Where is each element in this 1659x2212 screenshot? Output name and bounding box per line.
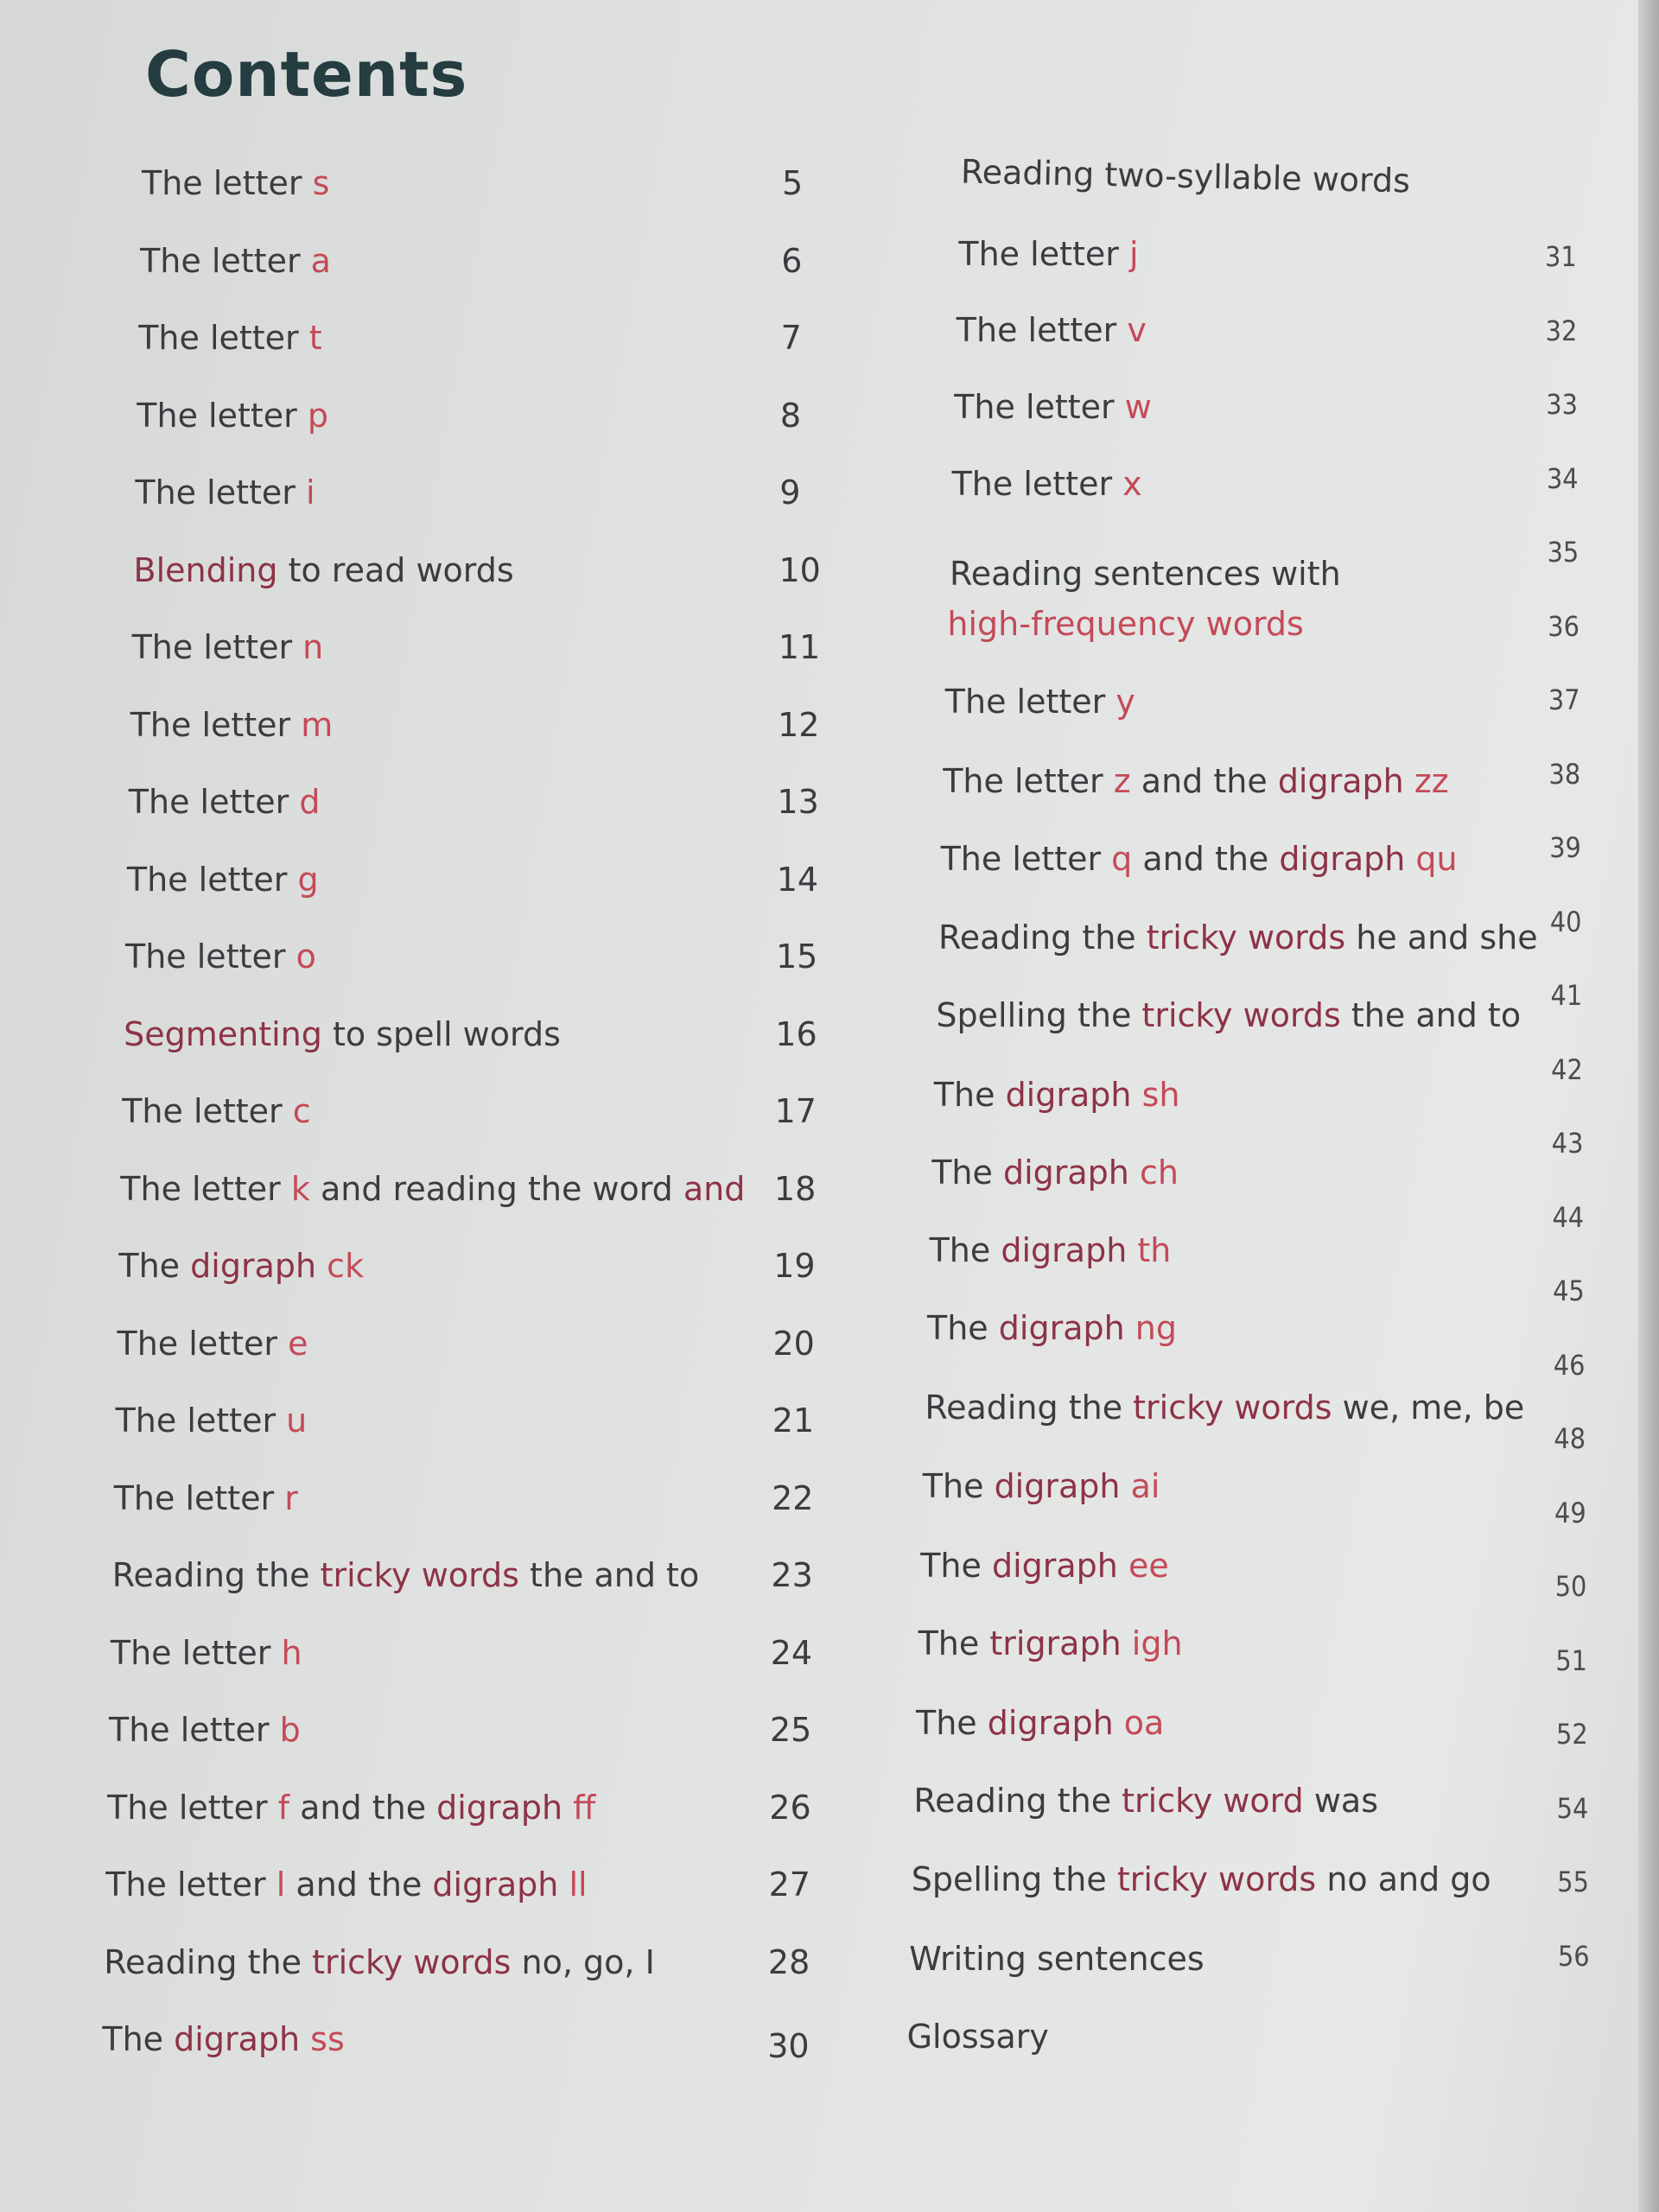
- entry-text: The letter: [958, 235, 1129, 273]
- entry-text: Reading sentences with: [950, 555, 1341, 593]
- entry-text: t: [308, 319, 322, 357]
- entry-text: The letter: [140, 241, 311, 280]
- entry-text: k: [290, 1169, 310, 1208]
- entry-text: o: [296, 938, 316, 976]
- toc-entry: [124, 1015, 561, 1053]
- entry-text: [1131, 1076, 1141, 1114]
- entry-text: u: [286, 1402, 308, 1440]
- toc-page-number: 16: [775, 1014, 817, 1053]
- entry-text: Reading the: [104, 1942, 313, 1981]
- entry-text: The: [102, 2020, 175, 2058]
- entry-text: Reading the: [925, 1389, 1134, 1427]
- entry-text: d: [299, 783, 321, 821]
- entry-text: and the: [1132, 840, 1280, 878]
- toc-page-number: 27: [768, 1866, 810, 1904]
- toc-page-number: 46: [1553, 1348, 1586, 1382]
- toc-page-number: 17: [774, 1092, 817, 1130]
- entry-text: The letter: [115, 1402, 287, 1440]
- toc-entry: [925, 1389, 1524, 1427]
- entry-text: The letter: [130, 705, 302, 744]
- entry-text: the and to: [1340, 996, 1522, 1034]
- toc-entry: [930, 1231, 1172, 1269]
- entry-text: The: [927, 1309, 999, 1347]
- entry-text: The letter: [113, 1478, 285, 1517]
- entry-text: digraph: [1001, 1231, 1128, 1269]
- toc-page-number: 55: [1557, 1866, 1589, 1898]
- entry-text: no, go, I: [511, 1942, 655, 1981]
- entry-text: [1118, 1547, 1128, 1585]
- toc-entry: [107, 1789, 595, 1827]
- page-title: Contents: [145, 38, 468, 111]
- entry-text: digraph: [190, 1247, 317, 1285]
- toc-entry: [934, 1076, 1180, 1114]
- toc-entry: [916, 1704, 1164, 1742]
- toc-entry: [931, 1154, 1179, 1192]
- entry-text: The letter: [135, 474, 306, 512]
- entry-text: The: [933, 1076, 1006, 1114]
- entry-text: high-frequency words: [947, 605, 1304, 643]
- entry-text: [563, 1789, 573, 1827]
- entry-text: the and to: [518, 1556, 700, 1594]
- toc-page-number: 13: [777, 783, 819, 821]
- entry-text: [558, 1866, 569, 1904]
- entry-text: tricky words: [1116, 1860, 1317, 1898]
- toc-entry: [111, 1634, 302, 1672]
- toc-page-number: 36: [1548, 609, 1580, 643]
- toc-page-number: 21: [772, 1402, 815, 1440]
- toc-entry: [941, 840, 1458, 878]
- toc-entry: [923, 1467, 1160, 1505]
- entry-text: The letter: [125, 938, 296, 976]
- toc-page-number: 49: [1554, 1496, 1586, 1529]
- toc-page-number: 35: [1547, 536, 1580, 569]
- entry-text: [1114, 1704, 1124, 1742]
- toc-page-number: 6: [781, 241, 803, 280]
- toc-page-number: 45: [1553, 1274, 1585, 1307]
- toc-page-number: 50: [1554, 1570, 1587, 1603]
- entry-text: ss: [310, 2020, 345, 2058]
- toc-page-number: 52: [1556, 1718, 1588, 1751]
- toc-page-number: 51: [1555, 1643, 1587, 1677]
- toc-page-number: 23: [771, 1556, 813, 1594]
- entry-text: The letter: [951, 465, 1123, 503]
- entry-text: sh: [1141, 1076, 1180, 1114]
- entry-text: The: [918, 1624, 990, 1662]
- toc-entry: [105, 1866, 587, 1904]
- entry-text: Glossary: [906, 2018, 1049, 2056]
- entry-text: and: [683, 1169, 746, 1208]
- entry-text: to read words: [277, 550, 514, 589]
- toc-entry: [122, 1092, 310, 1130]
- toc-page-number: 31: [1545, 240, 1577, 273]
- toc-entry: [961, 153, 1411, 200]
- toc-page-number: 42: [1551, 1052, 1583, 1086]
- entry-text: digraph: [1002, 1154, 1129, 1192]
- entry-text: to spell words: [321, 1014, 561, 1053]
- toc-entry: [957, 311, 1147, 349]
- entry-text: ff: [573, 1788, 596, 1827]
- toc-page-number: 28: [767, 1942, 810, 1981]
- entry-text: and the: [1130, 762, 1278, 800]
- toc-page-number: 38: [1548, 757, 1581, 791]
- toc-page-number: 19: [773, 1247, 816, 1285]
- entry-text: i: [305, 474, 315, 512]
- entry-text: The: [916, 1704, 988, 1742]
- toc-entry: [127, 861, 319, 899]
- entry-text: The: [920, 1547, 992, 1585]
- entry-text: b: [279, 1711, 301, 1749]
- entry-text: tricky word: [1122, 1782, 1304, 1820]
- toc-entry: [958, 235, 1138, 273]
- toc-page-number: 15: [776, 938, 818, 976]
- entry-text: Reading the: [913, 1782, 1122, 1820]
- toc-entry: [125, 938, 316, 976]
- entry-text: digraph: [174, 2020, 301, 2058]
- entry-text: l: [276, 1866, 286, 1904]
- toc-page-number: 26: [769, 1788, 811, 1827]
- entry-text: zz: [1403, 762, 1449, 800]
- entry-text: The letter: [131, 628, 303, 666]
- entry-text: w: [1124, 388, 1152, 426]
- entry-text: q: [1111, 840, 1133, 878]
- entry-text: f: [277, 1788, 290, 1827]
- entry-text: The letter: [142, 164, 313, 202]
- entry-text: he and she: [1345, 918, 1538, 957]
- toc-entry: [104, 1943, 654, 1981]
- toc-page-number: 12: [778, 705, 820, 744]
- entry-text: digraph: [1279, 840, 1406, 878]
- entry-text: digraph: [991, 1547, 1118, 1585]
- toc-page-number: 14: [776, 860, 819, 899]
- toc-page-number: 7: [780, 319, 802, 357]
- toc-entry: [118, 1325, 308, 1363]
- entry-text: n: [302, 628, 324, 666]
- entry-text: Writing sentences: [909, 1940, 1205, 1978]
- toc-entry: [954, 388, 1152, 426]
- toc-entry: [135, 474, 315, 512]
- entry-text: The letter: [940, 840, 1112, 878]
- toc-entry: [920, 1547, 1169, 1585]
- toc-page-number: 54: [1556, 1791, 1589, 1825]
- entry-text: digraph: [432, 1866, 559, 1904]
- toc-entry: [134, 551, 514, 589]
- entry-text: tricky words: [1146, 918, 1346, 957]
- entry-text: The letter: [105, 1866, 276, 1904]
- toc-page-number: 56: [1557, 1939, 1590, 1973]
- entry-text: ll: [569, 1866, 588, 1904]
- entry-text: ch: [1139, 1154, 1179, 1192]
- entry-text: tricky words: [312, 1942, 512, 1981]
- entry-text: The letter: [117, 1324, 289, 1363]
- entry-text: [1122, 1624, 1132, 1662]
- toc-entry: [927, 1309, 1177, 1347]
- toc-entry: [130, 706, 334, 744]
- entry-text: The: [922, 1467, 995, 1505]
- entry-text: h: [281, 1633, 302, 1672]
- entry-text: The letter: [126, 860, 298, 899]
- entry-text: The letter: [107, 1788, 278, 1827]
- entry-text: th: [1137, 1231, 1172, 1269]
- entry-text: m: [301, 705, 334, 744]
- entry-text: and the: [285, 1866, 433, 1904]
- toc-entry: [912, 1860, 1491, 1898]
- toc-entry: [112, 1556, 699, 1594]
- toc-entry: [109, 1711, 301, 1749]
- entry-text: Reading the: [111, 1556, 321, 1594]
- entry-text: [1120, 1467, 1130, 1505]
- entry-text: ai: [1130, 1467, 1160, 1505]
- toc-page-number: 39: [1549, 831, 1581, 864]
- entry-text: [1125, 1309, 1135, 1347]
- entry-text: z: [1113, 762, 1131, 800]
- entry-text: The letter: [110, 1633, 282, 1672]
- toc-page-number: 41: [1550, 979, 1583, 1012]
- entry-text: The letter: [944, 683, 1116, 721]
- toc-entry: [945, 683, 1135, 721]
- toc-entry: [952, 465, 1142, 503]
- entry-text: digraph: [987, 1704, 1114, 1742]
- toc-entry: [138, 319, 321, 357]
- entry-text: s: [312, 164, 330, 202]
- toc-page-number: 44: [1552, 1200, 1585, 1234]
- entry-text: digraph: [994, 1467, 1121, 1505]
- toc-page-number: 33: [1546, 388, 1578, 421]
- toc-entry: [114, 1479, 298, 1517]
- entry-text: The: [931, 1154, 1003, 1192]
- toc-page-number: 32: [1545, 314, 1578, 347]
- toc-page-number: 40: [1549, 905, 1582, 938]
- toc-page-number: 18: [773, 1169, 817, 1208]
- toc-entry: [909, 1940, 1204, 1978]
- entry-text: The letter: [137, 396, 308, 435]
- entry-text: r: [284, 1478, 298, 1517]
- toc-entry: [142, 164, 329, 202]
- entry-text: The letter: [109, 1711, 280, 1749]
- entry-text: ee: [1128, 1547, 1169, 1585]
- entry-text: digraph: [1005, 1076, 1132, 1114]
- entry-text: digraph: [998, 1309, 1125, 1347]
- entry-text: and reading the word: [309, 1169, 683, 1208]
- entry-text: no and go: [1316, 1860, 1491, 1898]
- entry-text: qu: [1405, 840, 1458, 878]
- entry-text: v: [1127, 311, 1147, 349]
- entry-text: Blending: [133, 550, 278, 589]
- toc-page-number: 9: [779, 474, 801, 512]
- toc-entry: [116, 1402, 308, 1440]
- entry-text: and the: [289, 1788, 437, 1827]
- toc-entry: [137, 397, 328, 435]
- toc-page-number: 25: [770, 1711, 812, 1749]
- toc-page-number: 37: [1548, 683, 1580, 716]
- toc-page-number: 5: [782, 164, 804, 202]
- page-edge: [1638, 0, 1659, 2212]
- toc-entry: [129, 783, 321, 821]
- toc-page-number: 8: [779, 396, 802, 435]
- entry-text: The letter: [122, 1092, 293, 1130]
- toc-page-number: 10: [779, 550, 821, 589]
- entry-text: Reading the: [938, 918, 1147, 957]
- entry-text: c: [292, 1092, 311, 1130]
- entry-text: The letter: [954, 388, 1125, 426]
- entry-text: [300, 2020, 310, 2058]
- toc-page-number: 34: [1546, 461, 1579, 495]
- entry-text: The letter: [943, 762, 1114, 800]
- entry-text: Segmenting: [124, 1014, 322, 1053]
- toc-entry: [947, 605, 1303, 643]
- entry-text: digraph: [1277, 762, 1404, 800]
- entry-text: g: [297, 860, 319, 899]
- entry-text: The: [929, 1231, 1001, 1269]
- entry-text: Spelling the: [936, 996, 1142, 1034]
- entry-text: Spelling the: [911, 1860, 1117, 1898]
- toc-entry: [118, 1247, 364, 1285]
- toc-entry: [102, 2020, 344, 2058]
- entry-text: a: [310, 241, 331, 280]
- entry-text: [316, 1247, 327, 1285]
- toc-entry: [950, 555, 1341, 593]
- toc-page-number: 48: [1554, 1422, 1586, 1455]
- toc-entry: [132, 628, 324, 666]
- toc-entry: [907, 2018, 1049, 2056]
- entry-text: The: [118, 1247, 191, 1285]
- entry-text: digraph: [436, 1788, 563, 1827]
- entry-text: p: [307, 396, 328, 435]
- entry-text: tricky words: [1133, 1389, 1332, 1427]
- entry-text: x: [1122, 465, 1142, 503]
- entry-text: we, me, be: [1332, 1389, 1525, 1427]
- entry-text: was: [1303, 1782, 1379, 1820]
- entry-text: tricky words: [1141, 996, 1341, 1034]
- toc-entry: [913, 1782, 1378, 1820]
- entry-text: igh: [1131, 1624, 1183, 1662]
- entry-text: ck: [327, 1247, 365, 1285]
- toc-page-number: 43: [1551, 1127, 1584, 1160]
- toc-entry: [120, 1170, 745, 1208]
- entry-text: [1129, 1154, 1140, 1192]
- entry-text: The letter: [138, 319, 309, 357]
- entry-text: trigraph: [989, 1624, 1122, 1662]
- toc-entry: [938, 918, 1538, 957]
- entry-text: e: [288, 1324, 308, 1363]
- entry-text: The letter: [956, 311, 1128, 349]
- entry-text: The letter: [120, 1169, 291, 1208]
- entry-text: tricky words: [320, 1556, 519, 1594]
- toc-entry: [140, 242, 331, 280]
- entry-text: j: [1128, 235, 1139, 273]
- toc-entry: [936, 996, 1521, 1034]
- toc-page-number: 22: [772, 1478, 814, 1517]
- entry-text: Reading two-syllable words: [960, 152, 1411, 200]
- toc-entry: [918, 1624, 1183, 1662]
- toc-entry: [943, 762, 1449, 800]
- entry-text: [1127, 1231, 1137, 1269]
- entry-text: ng: [1135, 1309, 1177, 1347]
- toc-page-number: 24: [770, 1633, 813, 1672]
- toc-page-number: 11: [778, 628, 821, 666]
- entry-text: y: [1116, 683, 1135, 721]
- toc-page-number: 20: [772, 1324, 815, 1363]
- entry-text: oa: [1123, 1704, 1165, 1742]
- entry-text: The letter: [128, 783, 300, 821]
- toc-page-number: 30: [767, 2027, 810, 2065]
